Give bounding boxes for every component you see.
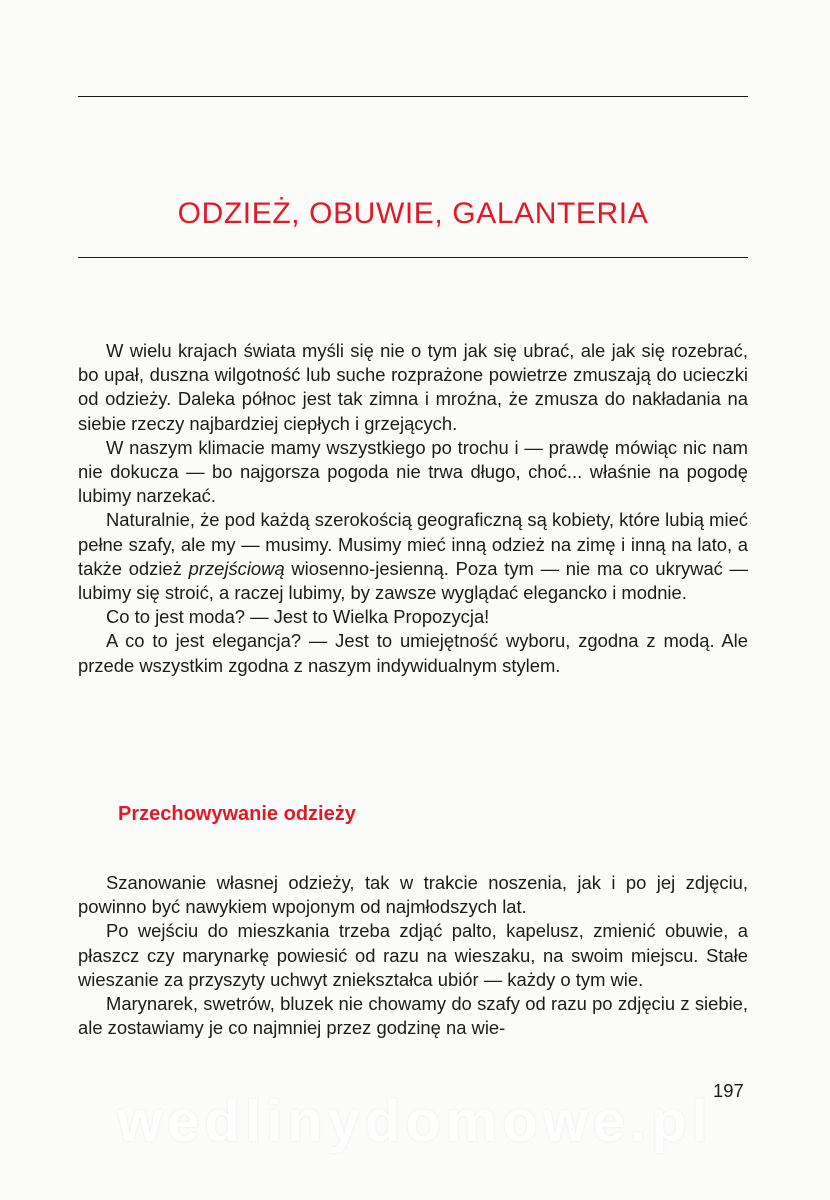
intro-paragraph-3 bbox=[78, 508, 748, 605]
intro-paragraph-1: W wielu krajach świata myśli się nie o tym jak się ubrać, ale jak się rozebrać, bo upał, duszna wilgotność lub suche rozprażone powietrze zmuszają do ucieczki od odzieży. Daleka północ jest tak zimna i mroźna, że zmusza do nakładania na siebie rzeczy najbardziej ciepłych i grzejących. bbox=[78, 340, 748, 434]
page-number: 197 bbox=[713, 1080, 744, 1101]
title-underline-rule bbox=[78, 257, 748, 258]
watermark-text: wedlinydomowe.pl bbox=[117, 1089, 713, 1154]
top-rule bbox=[78, 96, 748, 97]
intro-paragraph-2: W naszym klimacie mamy wszystkiego po trochu i — prawdę mówiąc nic nam nie dokucza — bo najgorsza pogoda nie trwa długo, choć... właśnie na pogodę lubimy narzekać. bbox=[78, 436, 748, 507]
intro-paragraph-3-start: Naturalnie, że pod każdą szerokością geograficzną są kobiety, które lubią mieć pełne szafy, ale my — musimy. Musimy mieć inną odzież na zimę i inną na lato, a także odzież bbox=[78, 509, 748, 579]
storage-section bbox=[78, 871, 748, 1040]
storage-paragraph-3: Marynarek, swetrów, bluzek nie chowamy do szafy od razu po zdjęciu z siebie, ale zostawiamy je co najmniej przez godzinę na wie- bbox=[78, 993, 748, 1039]
intro-paragraph-3-end: wiosenno-jesienną. Poza tym — nie ma co ukrywać — lubimy się stroić, a raczej lubimy, by zawsze wyglądać elegancko i modnie. bbox=[78, 557, 748, 604]
chapter-title: ODZIEŻ, OBUWIE, GALANTERIA bbox=[177, 197, 649, 230]
intro-paragraph-5: A co to jest elegancja? — Jest to umiejętność wyboru, zgodna z modą. Ale przede wszystkim zgodna z naszym indywidualnym stylem. bbox=[78, 630, 748, 676]
intro-paragraph-4: Co to jest moda? — Jest to Wielka Propozycja! bbox=[106, 606, 490, 628]
section-heading: Przechowywanie odzieży bbox=[118, 803, 356, 825]
intro-section bbox=[78, 339, 748, 678]
storage-paragraph-1: Szanowanie własnej odzieży, tak w trakcie noszenia, jak i po jej zdjęciu, powinno być nawykiem wpojonym od najmłodszych lat. bbox=[78, 872, 748, 918]
intro-paragraph-3-emphasis: przejściową bbox=[188, 557, 285, 579]
storage-paragraph-2: Po wejściu do mieszkania trzeba zdjąć palto, kapelusz, zmienić obuwie, a płaszcz czy marynarkę powiesić od razu na wieszaku, na swoim miejscu. Stałe wieszanie za przyszyty uchwyt zniekształca ubiór — każdy o tym wie. bbox=[78, 920, 748, 990]
